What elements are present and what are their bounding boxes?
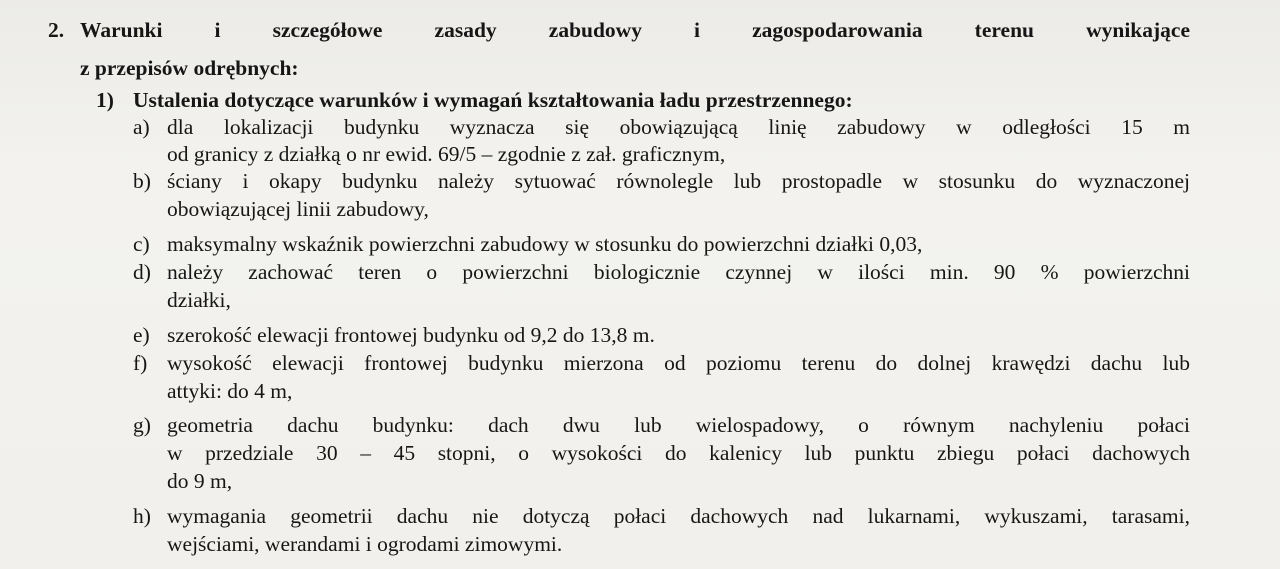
item-text-line: attyki: do 4 m, [167, 379, 293, 403]
item-label: e) [133, 323, 150, 347]
item-text-line: ściany i okapy budynku należy sytuować równolegle lub prostopadle w stosunku do wyznaczonej [167, 169, 1190, 193]
item-label: h) [133, 504, 151, 528]
item-text-line: wysokość elewacji frontowej budynku mierzona od poziomu terenu do dolnej krawędzi dachu lub [167, 351, 1190, 375]
item-text-line: w przedziale 30 – 45 stopni, o wysokości do kalenicy lub punktu zbiegu połaci dachowych [167, 441, 1190, 465]
item-label: a) [133, 115, 150, 139]
item-text-line: obowiązującej linii zabudowy, [167, 197, 429, 221]
item-text-line: od granicy z działką o nr ewid. 69/5 – zgodnie z zał. graficznym, [167, 142, 726, 166]
section-number: 2. [48, 18, 65, 42]
subsection-number: 1) [96, 88, 114, 112]
item-label: g) [133, 413, 151, 437]
item-text-line: wejściami, werandami i ogrodami zimowymi. [167, 532, 563, 556]
item-text-line: maksymalny wskaźnik powierzchni zabudowy w stosunku do powierzchni działki 0,03, [167, 232, 923, 256]
item-label: f) [133, 351, 148, 375]
section-title-line-1: Warunki i szczegółowe zasady zabudowy i zagospodarowania terenu wynikające [80, 18, 1190, 42]
item-text-line: należy zachować teren o powierzchni biologicznie czynnej w ilości min. 90 % powierzchni [167, 260, 1190, 284]
item-text-line: do 9 m, [167, 469, 233, 493]
item-text-line: dla lokalizacji budynku wyznacza się obowiązującą linię zabudowy w odległości 15 m [167, 115, 1190, 139]
item-text-line: geometria dachu budynku: dach dwu lub wielospadowy, o równym nachyleniu połaci [167, 413, 1190, 437]
subsection-title: Ustalenia dotyczące warunków i wymagań kształtowania ładu przestrzennego: [133, 88, 853, 112]
item-text-line: działki, [167, 288, 231, 312]
item-label: d) [133, 260, 151, 284]
item-label: c) [133, 232, 150, 256]
item-text-line: wymagania geometrii dachu nie dotyczą połaci dachowych nad lukarnami, wykuszami, tarasami, [167, 504, 1190, 528]
item-text-line: szerokość elewacji frontowej budynku od 9,2 do 13,8 m. [167, 323, 655, 347]
item-label: b) [133, 169, 151, 193]
section-title-line-2: z przepisów odrębnych: [80, 56, 299, 80]
